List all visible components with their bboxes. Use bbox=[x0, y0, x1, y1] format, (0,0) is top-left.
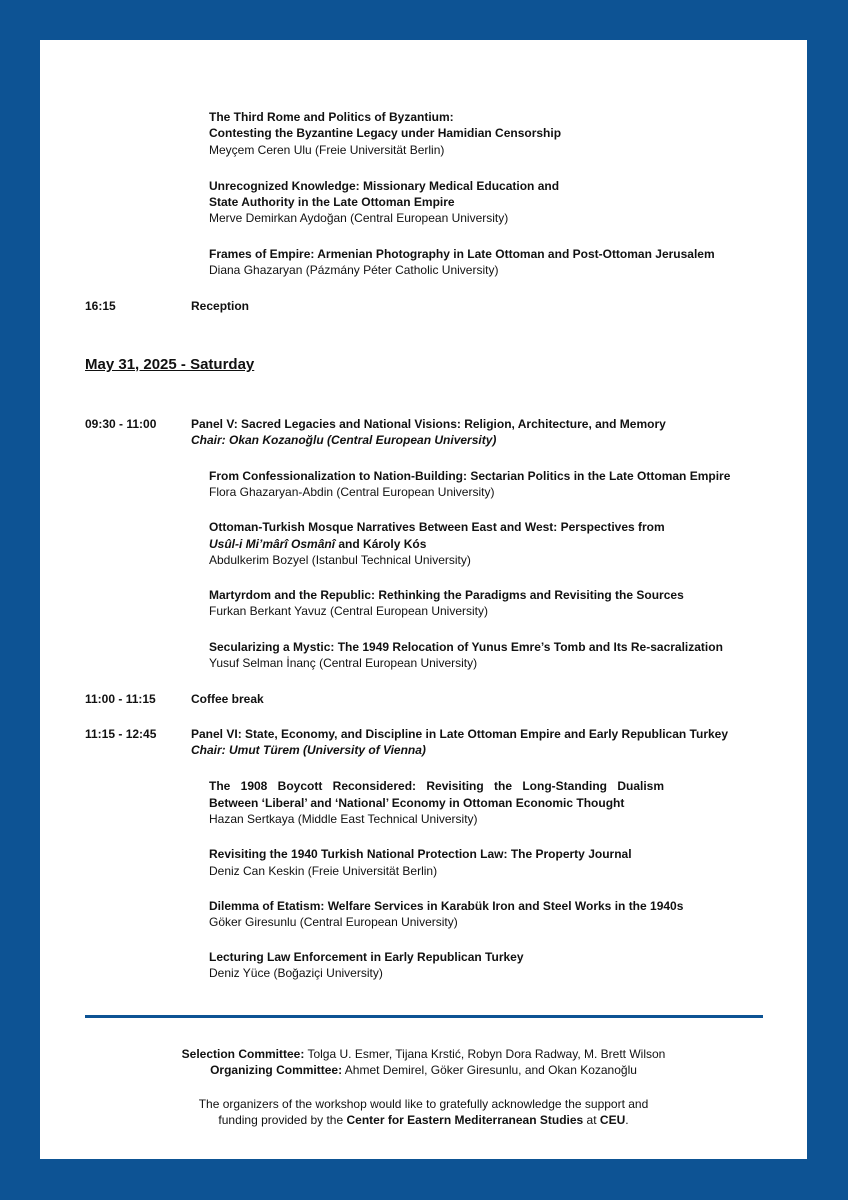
selection-committee-names: Tolga U. Esmer, Tijana Krstić, Robyn Dora Radway, M. Brett Wilson bbox=[304, 1047, 666, 1061]
paper-author: Hazan Sertkaya (Middle East Technical University) bbox=[209, 812, 478, 826]
panel-chair: Chair: Umut Türem (University of Vienna) bbox=[191, 743, 426, 757]
panel-chair: Chair: Okan Kozanoğlu (Central European University) bbox=[191, 433, 497, 447]
session-label: Coffee break bbox=[191, 692, 264, 706]
paper-author: Furkan Berkant Yavuz (Central European University) bbox=[209, 604, 489, 618]
paper-title: Between ‘Liberal’ and ‘National’ Economy in Ottoman Economic Thought bbox=[209, 796, 625, 810]
paper-title-line bbox=[209, 536, 426, 552]
organizing-committee-label: Organizing Committee: bbox=[210, 1063, 343, 1077]
paper-title: Martyrdom and the Republic: Rethinking the Paradigms and Revisiting the Sources bbox=[209, 588, 684, 602]
selection-committee-label: Selection Committee: bbox=[181, 1047, 305, 1061]
paper-title: Unrecognized Knowledge: Missionary Medical Education and bbox=[209, 179, 560, 193]
paper-title: From Confessionalization to Nation-Building: Sectarian Politics in the Late Ottoman Empire bbox=[209, 469, 731, 483]
session-time: 16:15 bbox=[85, 299, 116, 313]
paper-author: Meyçem Ceren Ulu (Freie Universität Berlin) bbox=[209, 143, 445, 157]
selection-committee bbox=[40, 1046, 807, 1062]
panel-title: Panel VI: State, Economy, and Discipline in Late Ottoman Empire and Early Republican Turkey bbox=[191, 727, 729, 741]
session-time: 11:15 - 12:45 bbox=[85, 727, 157, 741]
ack-text: funding provided by the bbox=[218, 1113, 347, 1127]
paper-title: The Third Rome and Politics of Byzantium: bbox=[209, 110, 454, 124]
ack-text: at bbox=[583, 1113, 600, 1127]
paper-title: Secularizing a Mystic: The 1949 Relocation of Yunus Emre’s Tomb and Its Re-sacralization bbox=[209, 640, 723, 654]
program-page bbox=[40, 40, 807, 1159]
paper-author: Deniz Yüce (Boğaziçi University) bbox=[209, 966, 383, 980]
organizing-committee bbox=[40, 1062, 807, 1078]
acknowledgement-line bbox=[40, 1112, 807, 1128]
ack-center-name: Center for Eastern Mediterranean Studies bbox=[346, 1113, 584, 1127]
paper-author: Flora Ghazaryan-Abdin (Central European University) bbox=[209, 485, 495, 499]
paper-title-rest: and Károly Kós bbox=[335, 537, 427, 551]
organizing-committee-names: Ahmet Demirel, Göker Giresunlu, and Okan Kozanoğlu bbox=[342, 1063, 637, 1077]
paper-author: Göker Giresunlu (Central European University) bbox=[209, 915, 458, 929]
paper-author: Yusuf Selman İnanç (Central European University) bbox=[209, 656, 478, 670]
footer-divider bbox=[85, 1015, 763, 1018]
paper-title: Frames of Empire: Armenian Photography in Late Ottoman and Post-Ottoman Jerusalem bbox=[209, 247, 715, 261]
ack-text: . bbox=[625, 1113, 629, 1127]
paper-title: Contesting the Byzantine Legacy under Hamidian Censorship bbox=[209, 126, 562, 140]
paper-title: State Authority in the Late Ottoman Empire bbox=[209, 195, 455, 209]
paper-title: Lecturing Law Enforcement in Early Republican Turkey bbox=[209, 950, 524, 964]
paper-title: Ottoman-Turkish Mosque Narratives Between East and West: Perspectives from bbox=[209, 520, 665, 534]
acknowledgement-line: The organizers of the workshop would like to gratefully acknowledge the support and bbox=[198, 1097, 649, 1111]
session-label: Reception bbox=[191, 299, 250, 313]
paper-author: Abdulkerim Bozyel (Istanbul Technical University) bbox=[209, 553, 471, 567]
session-time: 11:00 - 11:15 bbox=[85, 692, 156, 706]
paper-title-italic: Usûl-i Mi’mârî Osmânî bbox=[209, 537, 336, 551]
panel-title: Panel V: Sacred Legacies and National Visions: Religion, Architecture, and Memory bbox=[191, 417, 666, 431]
paper-author: Diana Ghazaryan (Pázmány Péter Catholic University) bbox=[209, 263, 499, 277]
ack-ceu: CEU bbox=[599, 1113, 626, 1127]
paper-title: Revisiting the 1940 Turkish National Protection Law: The Property Journal bbox=[209, 847, 632, 861]
day-heading: May 31, 2025 - Saturday bbox=[85, 356, 255, 373]
paper-author: Deniz Can Keskin (Freie Universität Berlin) bbox=[209, 864, 438, 878]
paper-title: The 1908 Boycott Reconsidered: Revisiting the Long-Standing Dualism bbox=[209, 779, 664, 793]
session-time: 09:30 - 11:00 bbox=[85, 417, 157, 431]
paper-title: Dilemma of Etatism: Welfare Services in Karabük Iron and Steel Works in the 1940s bbox=[209, 899, 684, 913]
paper-author: Merve Demirkan Aydoğan (Central European University) bbox=[209, 211, 509, 225]
